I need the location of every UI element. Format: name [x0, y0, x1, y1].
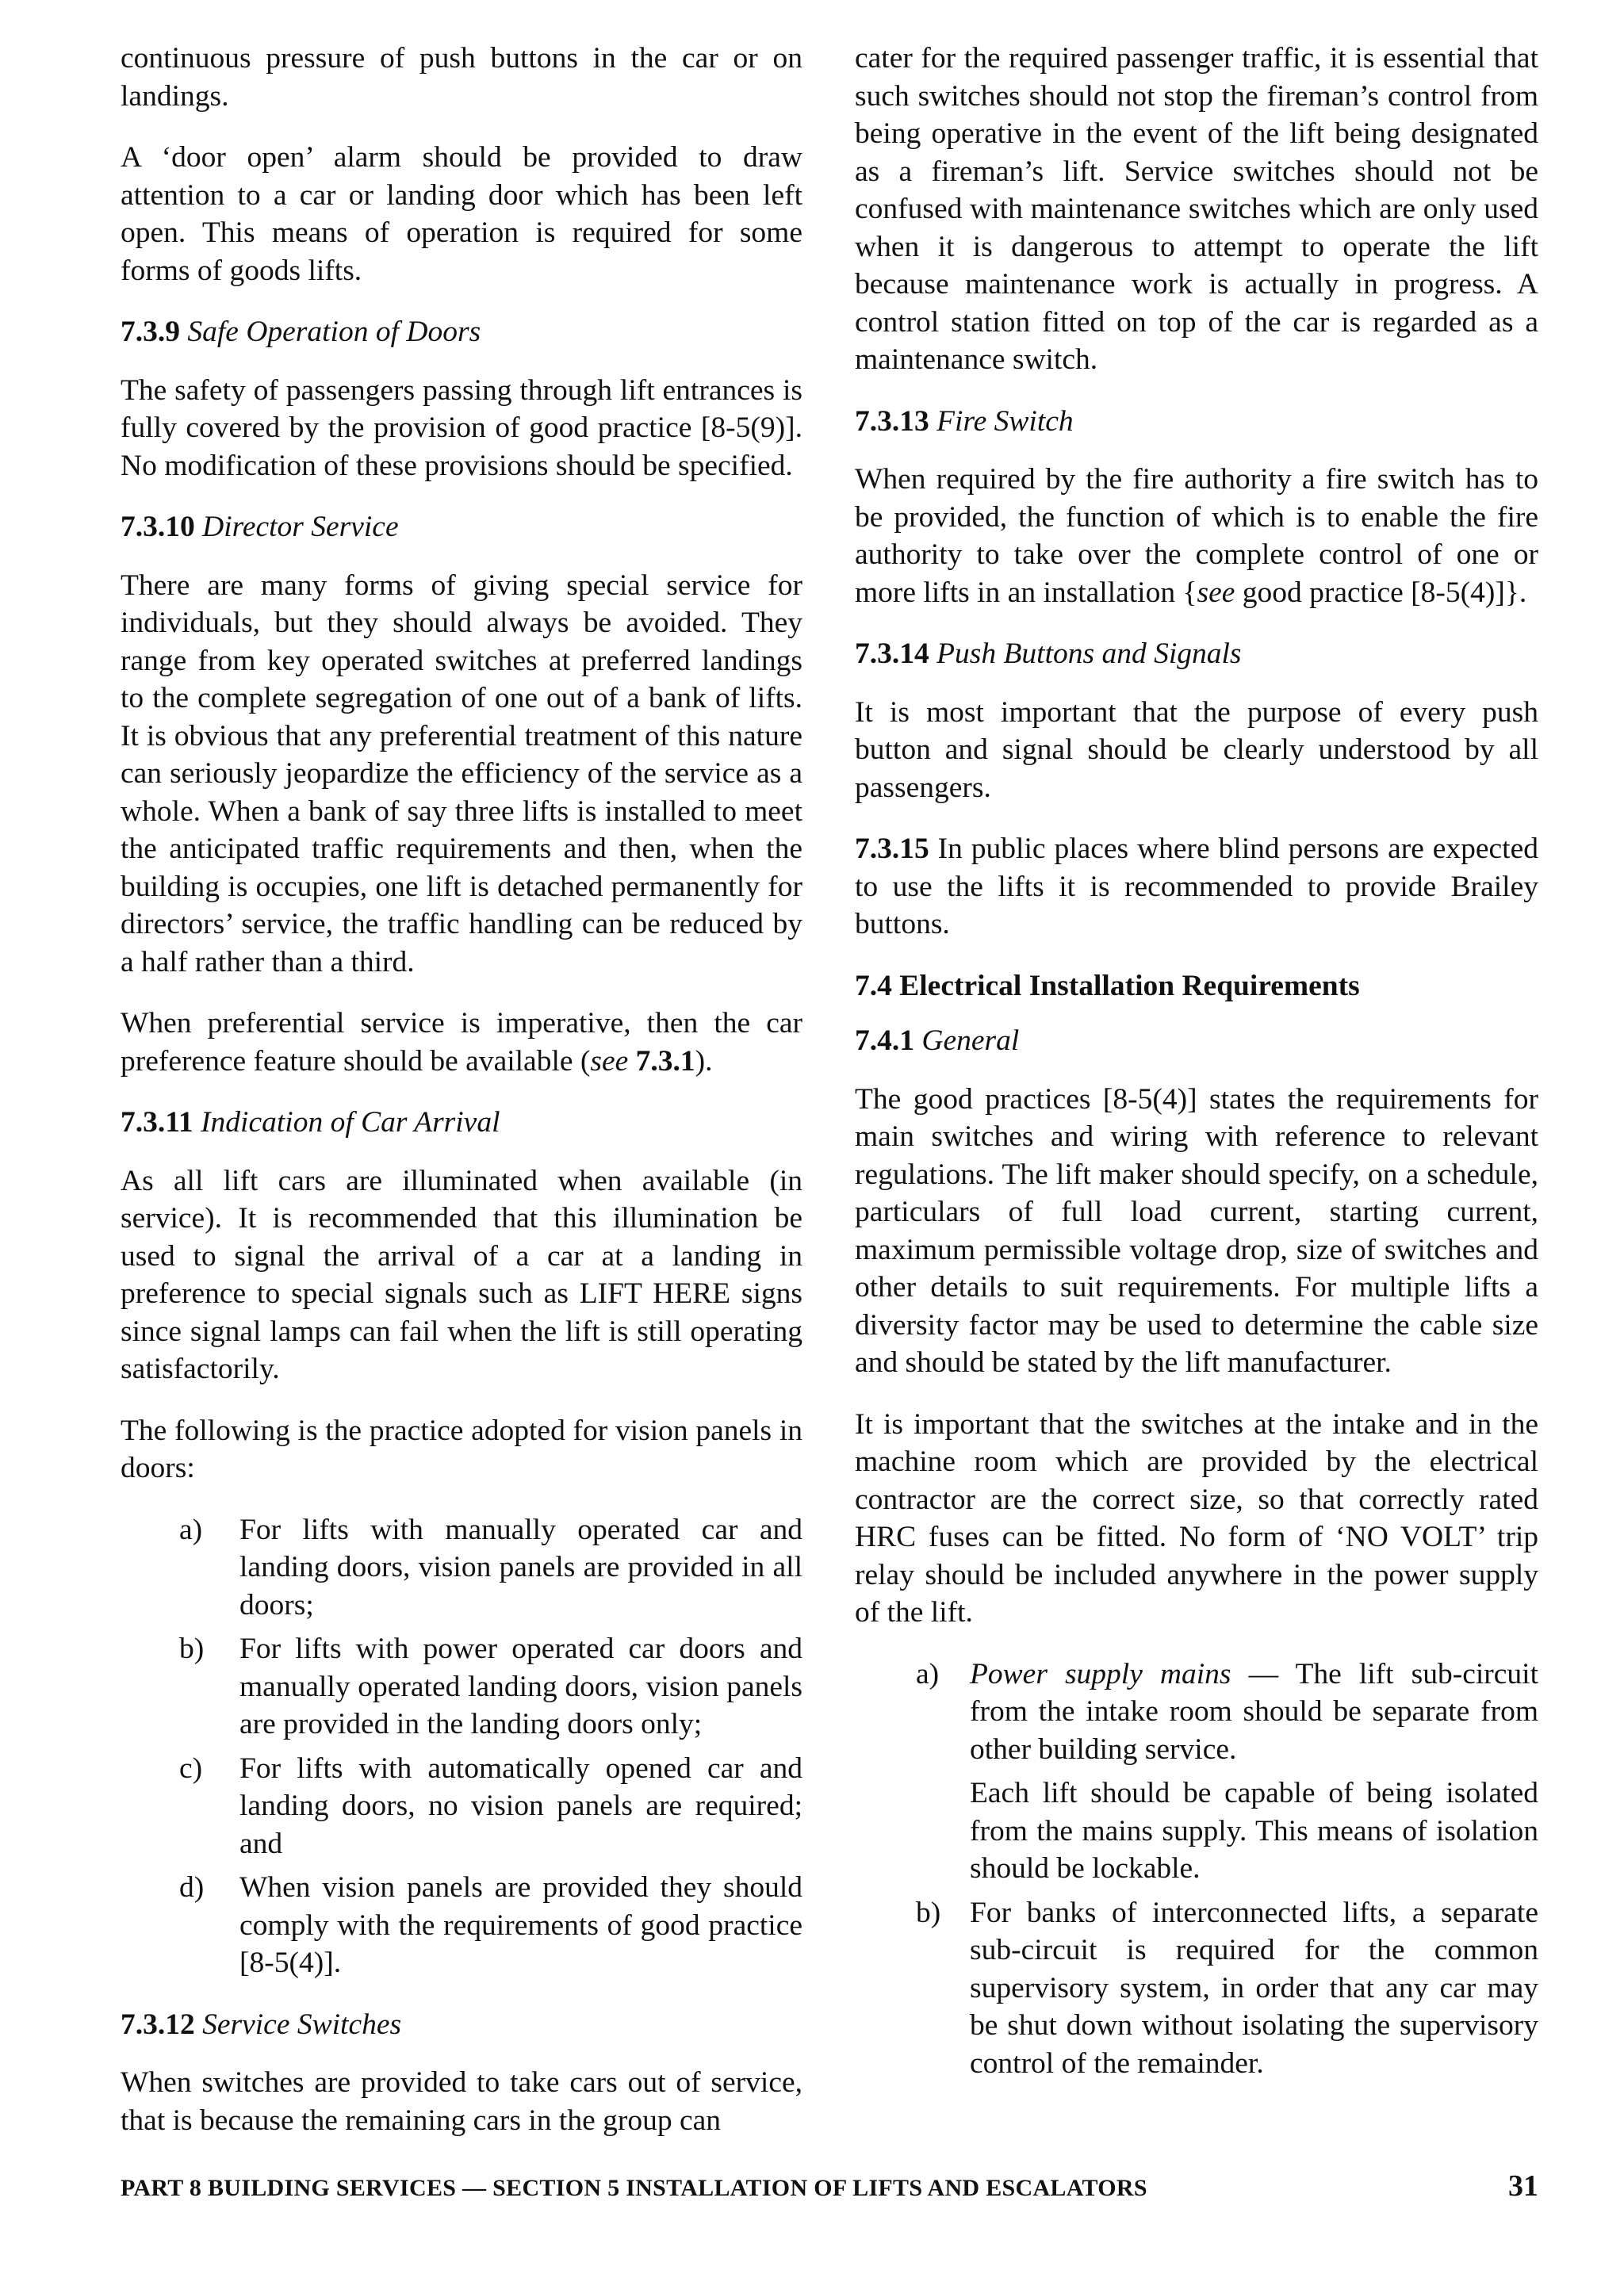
- list-text: When vision panels are provided they should comply with the requirements of good practice [8-5(4)].: [239, 1871, 802, 1979]
- section-heading-7-4-1: [855, 1022, 1538, 1060]
- list-text: — The lift sub-circuit from the intake room should be separate from other building service.: [970, 1657, 1538, 1766]
- paragraph: The good practices [8-5(4)] states the requirements for main switches and wiring with reference to relevant regulations. The lift maker should specify, on a schedule, particulars of full load current, starting current, maximum permissible voltage drop, size of switches and other details to suit requirements. For multiple lifts a diversity factor may be used to determine the cable size and should be stated by the lift manufacturer.: [855, 1082, 1538, 1379]
- list-item: [121, 1511, 802, 1625]
- list-item: [121, 1869, 802, 1982]
- list-marker: d): [179, 1871, 205, 1904]
- list-item-title: Power supply mains: [970, 1657, 1231, 1690]
- text-run: good practice [8-5(4)]}.: [1235, 576, 1527, 609]
- paragraph: The safety of passengers passing through lift entrances is fully covered by the provision of good practice [8-5(9)]. No modification of these provisions should be specified.: [121, 373, 802, 482]
- paragraph: continuous pressure of push buttons in the car or on landings.: [121, 42, 802, 113]
- right-column: [855, 40, 1538, 2106]
- paragraph: [121, 1005, 802, 1080]
- left-column: [121, 40, 802, 2163]
- section-title: Indication of Car Arrival: [201, 1106, 500, 1139]
- see-ref: see: [590, 1044, 629, 1078]
- paragraph: [855, 830, 1538, 944]
- section-number: 7.3.12: [121, 2008, 195, 2041]
- list-item: [855, 1656, 1538, 1888]
- section-number: 7.3.9: [121, 316, 180, 348]
- list-text: For lifts with manually operated car and landing doors, vision panels are provided in all doors;: [239, 1513, 802, 1621]
- paragraph: When switches are provided to take cars out of service, that is because the remaining cars in the group can: [121, 2066, 802, 2137]
- section-heading-7-3-14: [855, 635, 1538, 673]
- text-run: When preferential service is imperative, then the car preference feature should be available (: [121, 1007, 802, 1078]
- see-ref: see: [1197, 576, 1235, 609]
- section-heading-7-3-10: [121, 508, 802, 546]
- section-title: Push Buttons and Signals: [936, 637, 1242, 670]
- paragraph: [855, 461, 1538, 611]
- section-title: Fire Switch: [936, 404, 1074, 438]
- paragraph: It is important that the switches at the intake and in the machine room which are provided by the electrical contractor are the correct size, so that correctly rated HRC fuses can be fitted. No form of ‘NO VOLT’ trip relay should be included anywhere in the power supply of the lift.: [855, 1407, 1538, 1629]
- list-marker: c): [179, 1752, 203, 1785]
- list-text: For lifts with automatically opened car and landing doors, no vision panels are required; and: [239, 1752, 802, 1860]
- list-item: [121, 1750, 802, 1863]
- power-supply-list: [855, 1656, 1538, 2083]
- paragraph: A ‘door open’ alarm should be provided to draw attention to a car or landing door which has been left open. This means of operation is required for some forms of goods lifts.: [121, 141, 802, 287]
- section-heading-7-3-9: [121, 313, 802, 351]
- section-heading-7-3-13: [855, 403, 1538, 441]
- section-heading-7-3-11: [121, 1104, 802, 1142]
- section-number: 7.3.13: [855, 404, 929, 438]
- section-title: Service Switches: [202, 2008, 402, 2041]
- list-marker: b): [179, 1633, 205, 1665]
- section-heading-7-3-12: [121, 2006, 802, 2044]
- section-number: 7.3.10: [121, 511, 195, 543]
- list-item: [855, 1894, 1538, 2083]
- list-text: For banks of interconnected lifts, a separate sub-circuit is required for the common supervisory system, in order that any car may be shut down without isolating the supervisory control of the remainder.: [970, 1896, 1538, 2080]
- paragraph: As all lift cars are illuminated when available (in service). It is recommended that this illumination be used to signal the arrival of a car at a landing in preference to special signals such as LIFT HERE signs since signal lamps can fail when the lift is still operating satisfactorily.: [121, 1164, 802, 1385]
- paragraph: There are many forms of giving special service for individuals, but they should always be avoided. They range from key operated switches at preferred landings to the complete segregation of one out of a bank of lifts. It is obvious that any preferential treatment of this nature can seriously jeopardize the efficiency of the service as a whole. When a bank of say three lifts is installed to meet the anticipated traffic requirements and then, when the building is occupies, one lift is detached permanently for directors’ service, the traffic handling can be reduced by a half rather than a third.: [121, 569, 802, 978]
- list-marker: b): [916, 1896, 941, 1929]
- text-run: In public places where blind persons are expected to use the lifts it is recommended to provide Brailey buttons.: [855, 833, 1538, 940]
- list-marker: a): [916, 1657, 940, 1690]
- paragraph: The following is the practice adopted for vision panels in doors:: [121, 1414, 802, 1484]
- list-text: For lifts with power operated car doors and manually operated landing doors, vision panels are provided in the landing doors only;: [239, 1633, 802, 1740]
- vision-panel-list: [121, 1511, 802, 1982]
- section-title: Director Service: [202, 511, 399, 543]
- list-subparagraph: Each lift should be capable of being isolated from the mains supply. This means of isolation should be lockable.: [970, 1777, 1538, 1885]
- footer-title: PART 8 BUILDING SERVICES — SECTION 5 INSTALLATION OF LIFTS AND ESCALATORS: [121, 2175, 1147, 2201]
- section-title: Safe Operation of Doors: [187, 316, 481, 348]
- text-run: ).: [695, 1044, 713, 1078]
- section-number: 7.3.15: [855, 833, 929, 865]
- list-marker: a): [179, 1513, 203, 1546]
- section-heading-7-4: 7.4 Electrical Installation Requirements: [855, 969, 1360, 1002]
- cross-reference: 7.3.1: [635, 1044, 695, 1078]
- section-number: 7.4.1: [855, 1024, 914, 1057]
- paragraph: It is most important that the purpose of every push button and signal should be clearly understood by all passengers.: [855, 695, 1538, 804]
- list-item: [121, 1630, 802, 1744]
- section-number: 7.3.14: [855, 637, 929, 670]
- section-title: General: [921, 1024, 1020, 1057]
- page-number: 31: [1508, 2169, 1538, 2203]
- paragraph: cater for the required passenger traffic, it is essential that such switches should not stop the fireman’s control from being operative in the event of the lift being designated as a fireman’s lift. Service switches should not be confused with maintenance switches which are only used when it is dangerous to attempt to operate the lift because maintenance work is actually in progress. A control station fitted on top of the car is regarded as a maintenance switch.: [855, 42, 1538, 376]
- text-run: When required by the fire authority a fire switch has to be provided, the function of which is to enable the fire authority to take over the complete control of one or more lifts in an installation {: [855, 463, 1538, 609]
- section-number: 7.3.11: [121, 1106, 193, 1139]
